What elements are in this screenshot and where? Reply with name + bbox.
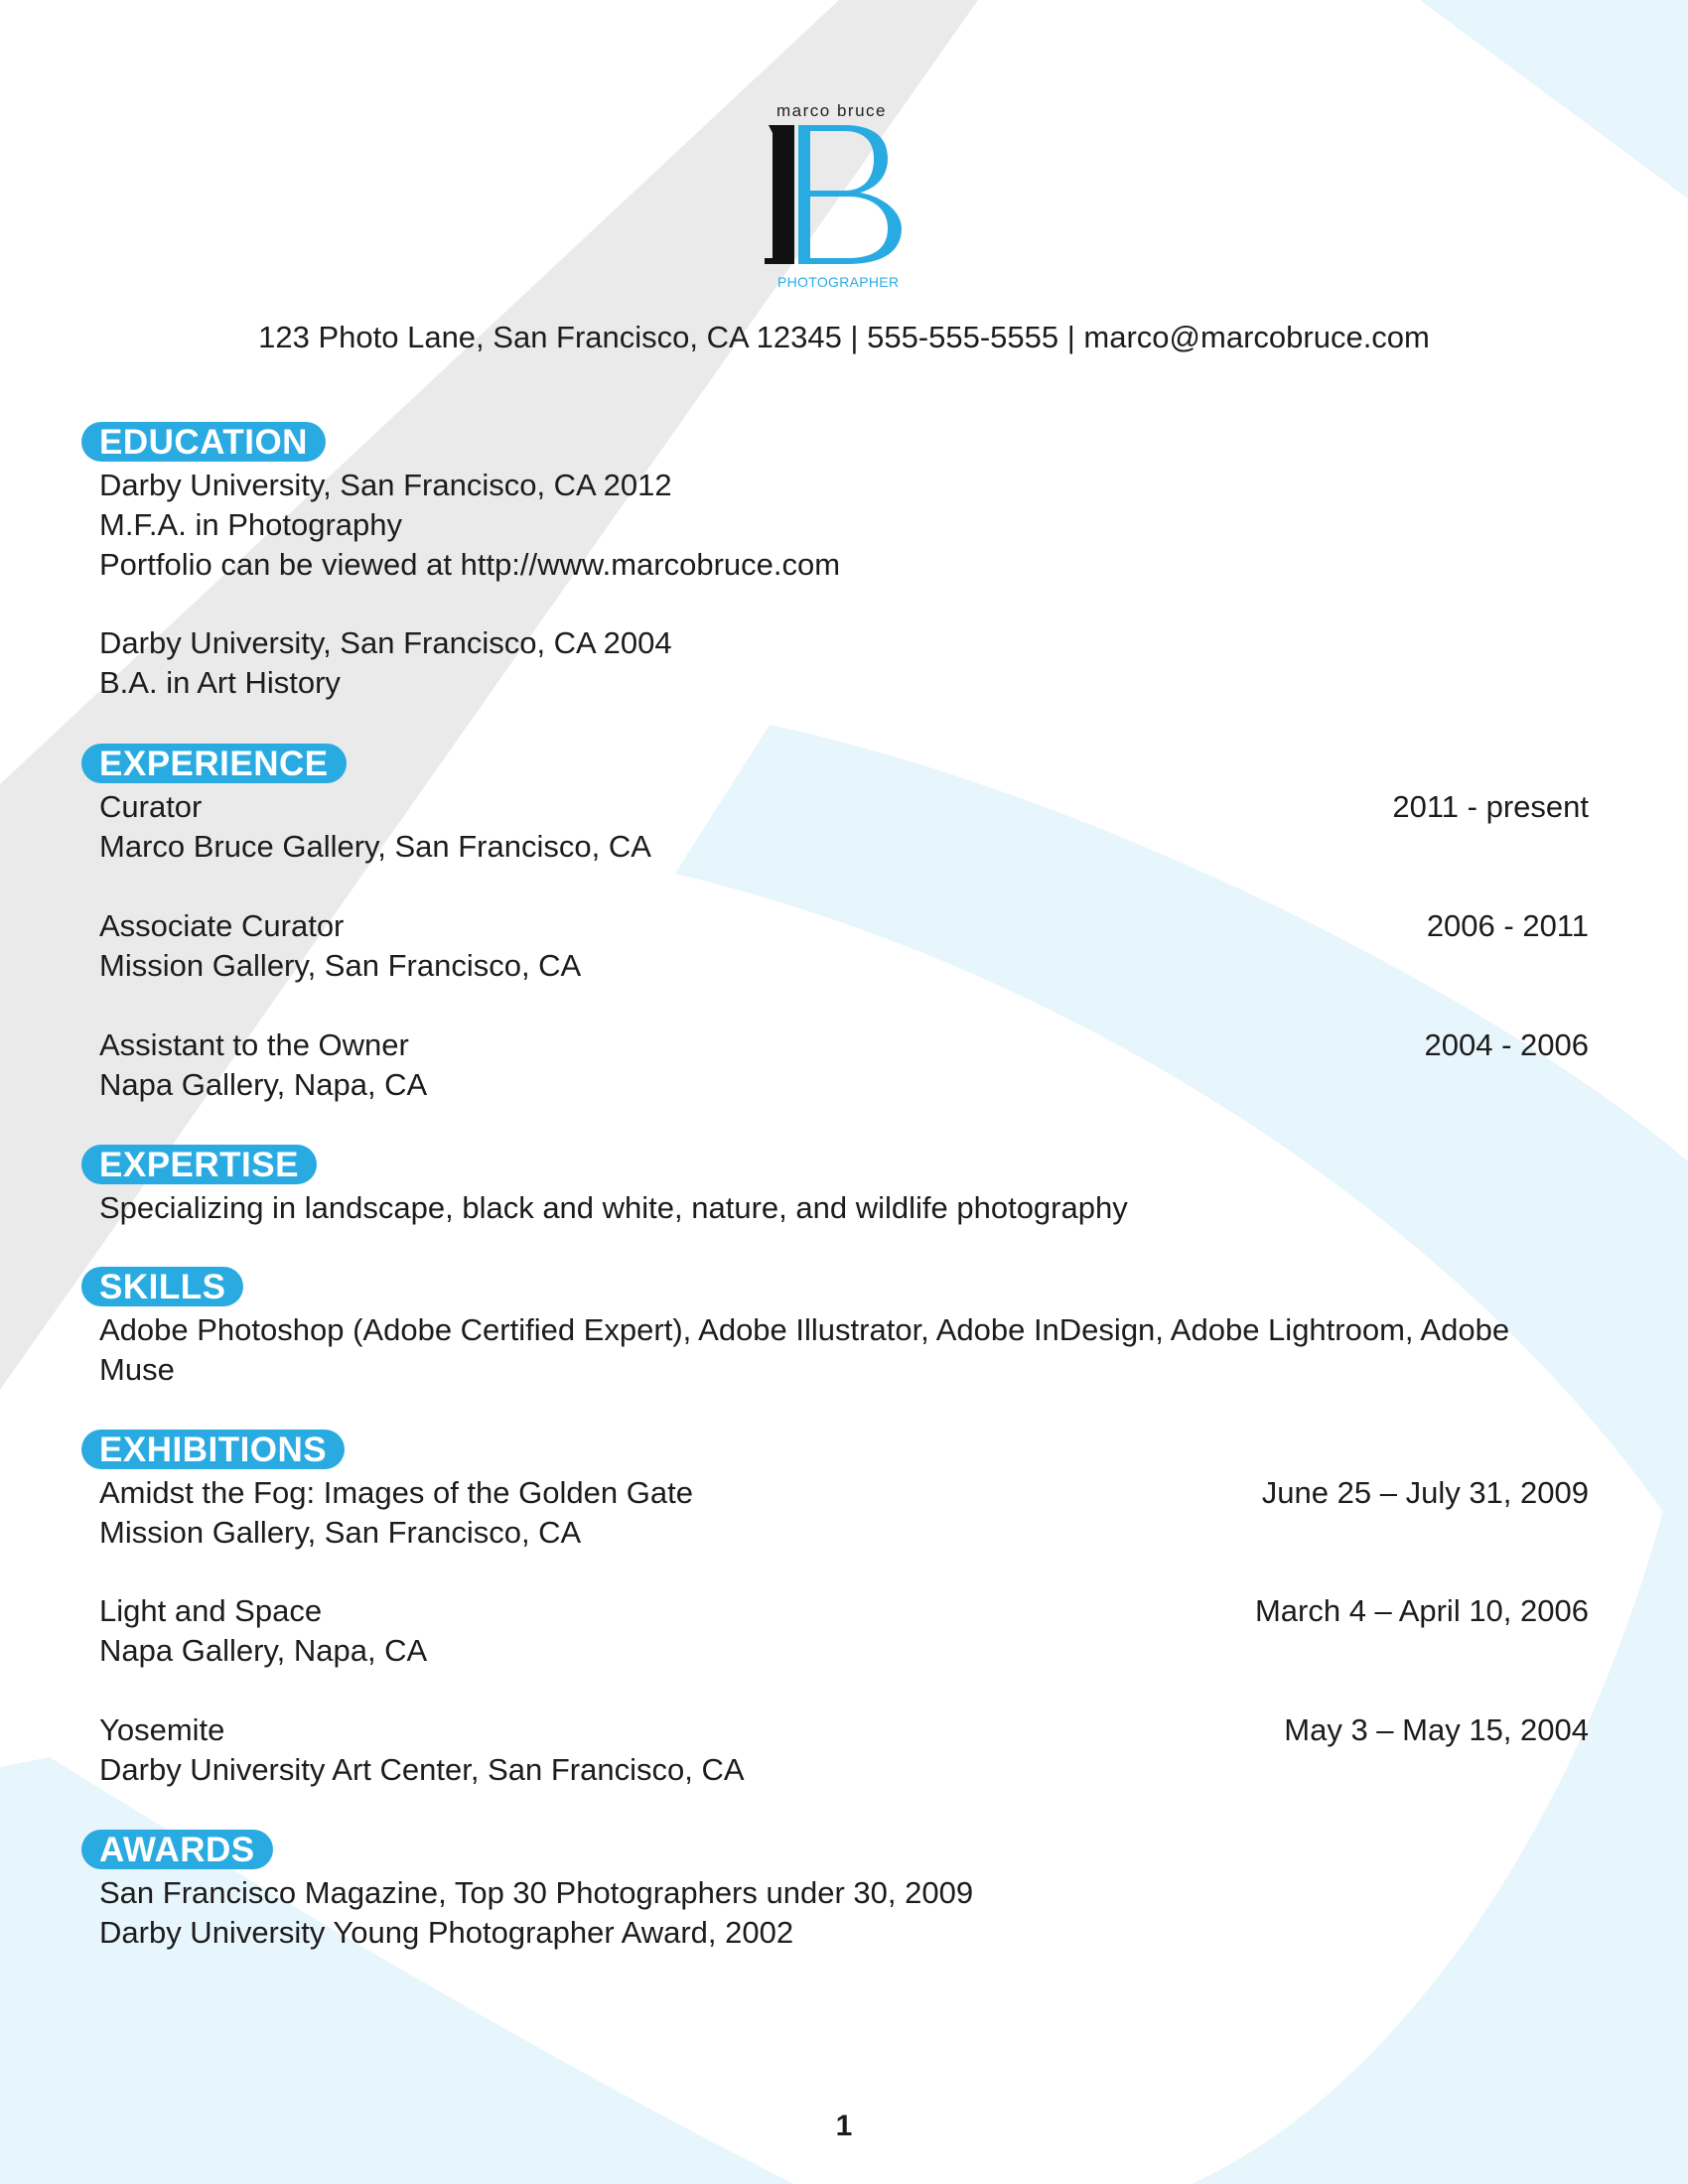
section-label-exhibitions: EXHIBITIONS: [81, 1430, 345, 1469]
education-2-line2: B.A. in Art History: [99, 665, 341, 700]
award-2: Darby University Young Photographer Award, 2002: [99, 1915, 794, 1950]
exhibition-2-dates: March 4 – April 10, 2006: [1254, 1593, 1589, 1628]
experience-1-dates: 2011 - present: [1392, 789, 1589, 824]
award-1: San Francisco Magazine, Top 30 Photographers under 30, 2009: [99, 1875, 974, 1910]
education-1-line2: M.F.A. in Photography: [99, 507, 402, 542]
logo-tagline: PHOTOGRAPHER: [777, 274, 900, 290]
experience-3-place: Napa Gallery, Napa, CA: [99, 1067, 428, 1102]
exhibition-1-place: Mission Gallery, San Francisco, CA: [99, 1515, 582, 1550]
exhibition-3-place: Darby University Art Center, San Francisco, CA: [99, 1752, 745, 1787]
exhibition-3-dates: May 3 – May 15, 2004: [1284, 1712, 1589, 1747]
experience-2-dates: 2006 - 2011: [1426, 908, 1589, 943]
exhibition-1-title: Amidst the Fog: Images of the Golden Gate: [99, 1475, 693, 1510]
contact-line: 123 Photo Lane, San Francisco, CA 12345 | 555-555-5555 | marco@marcobruce.com: [258, 320, 1430, 354]
experience-2-title: Associate Curator: [99, 908, 345, 943]
experience-3-title: Assistant to the Owner: [99, 1027, 409, 1062]
page-number: 1: [835, 2110, 853, 2142]
exhibition-1-dates: June 25 – July 31, 2009: [1261, 1475, 1589, 1510]
section-label-awards: AWARDS: [81, 1830, 273, 1869]
section-label-expertise: EXPERTISE: [81, 1145, 317, 1184]
exhibition-3-title: Yosemite: [99, 1712, 225, 1747]
section-label-education: EDUCATION: [81, 422, 326, 462]
logo: [765, 99, 923, 298]
section-label-experience: EXPERIENCE: [81, 744, 347, 783]
logo-name: marco bruce: [776, 101, 887, 120]
skills-text-line2: Muse: [99, 1352, 175, 1387]
experience-2-place: Mission Gallery, San Francisco, CA: [99, 948, 582, 983]
experience-3-dates: 2004 - 2006: [1424, 1027, 1589, 1062]
education-1-portfolio: Portfolio can be viewed at http://www.marcobruce.com: [99, 547, 841, 582]
section-label-skills: SKILLS: [81, 1267, 243, 1306]
b-monogram-icon: [765, 123, 923, 272]
exhibition-2-title: Light and Space: [99, 1593, 323, 1628]
education-1-line1: Darby University, San Francisco, CA 2012: [99, 468, 672, 502]
expertise-text: Specializing in landscape, black and white, nature, and wildlife photography: [99, 1190, 1128, 1225]
exhibition-2-place: Napa Gallery, Napa, CA: [99, 1633, 428, 1668]
skills-text-line1: Adobe Photoshop (Adobe Certified Expert), Adobe Illustrator, Adobe InDesign, Adobe Lightroom, Adobe: [99, 1312, 1510, 1347]
experience-1-place: Marco Bruce Gallery, San Francisco, CA: [99, 829, 651, 864]
experience-1-title: Curator: [99, 789, 203, 824]
education-2-line1: Darby University, San Francisco, CA 2004: [99, 625, 672, 660]
